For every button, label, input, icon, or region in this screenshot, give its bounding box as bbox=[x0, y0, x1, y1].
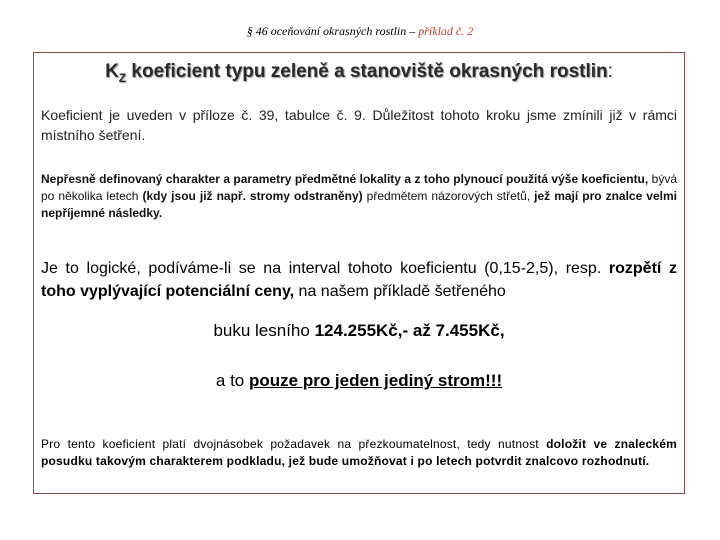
header-text: § 46 oceňování okrasných rostlin – bbox=[246, 24, 419, 38]
single-tree-emphasis: pouze pro jeden jediný strom!!! bbox=[248, 371, 503, 390]
paragraph-requirement bbox=[41, 436, 677, 470]
p6-text-a: Pro tento koeficient platí dvojnásobek požadavek na přezkoumatelnost, tedy nutnost bbox=[41, 437, 547, 451]
p2-bold-c: (kdy jsou již např. stromy odstraněny) bbox=[142, 189, 363, 203]
paragraph-warning bbox=[41, 171, 677, 222]
p2-text-e: , bbox=[526, 189, 535, 203]
title-subscript: Z bbox=[118, 70, 127, 85]
l5-text-a: a to bbox=[215, 371, 249, 390]
slide-frame bbox=[33, 52, 685, 494]
p2-text-b: bývá po několika letech bbox=[41, 172, 677, 203]
price-range-line bbox=[34, 321, 684, 341]
p6-bold-b: doložit ve znaleckém posudku takovým charakterem podkladu, jež bude umožňovat i po letech potvrdit znalcovo rozhodnutí. bbox=[41, 437, 677, 468]
p3-text-c: na našem příkladě šetřeného bbox=[294, 283, 506, 300]
p3-text-a: Je to logické, podíváme-li se na interval tohoto koeficientu (0,15-2,5), resp. bbox=[41, 260, 609, 277]
p2-text-d: předmětem názorových střetů bbox=[362, 189, 527, 203]
paragraph-interval bbox=[41, 257, 677, 303]
single-tree-line bbox=[34, 371, 684, 391]
title-colon: : bbox=[607, 61, 613, 82]
price-range-values: 124.255Kč,- až 7.455Kč, bbox=[314, 321, 505, 340]
l4-text-a: buku lesního bbox=[213, 321, 315, 340]
title-k: K bbox=[105, 61, 119, 82]
page-header bbox=[0, 24, 720, 39]
p3-bold-b: rozpětí z toho vyplývající potenciální ceny, bbox=[41, 260, 677, 300]
title-text: koeficient typu zeleně a stanoviště okrasných rostlin bbox=[126, 61, 608, 82]
slide-title bbox=[34, 61, 684, 85]
header-highlight: příklad č. 2 bbox=[418, 24, 474, 38]
p2-bold-a: Nepřesně definovaný charakter a parametry předmětné lokality a z toho plynoucí použitá výše koeficientu, bbox=[41, 172, 649, 186]
p2-bold-f: jež mají pro znalce velmi nepříjemné následky. bbox=[41, 189, 677, 220]
paragraph-intro: Koeficient je uveden v příloze č. 39, tabulce č. 9. Důležitost tohoto kroku jsme zmínili již v rámci místního šetření. bbox=[41, 107, 677, 143]
